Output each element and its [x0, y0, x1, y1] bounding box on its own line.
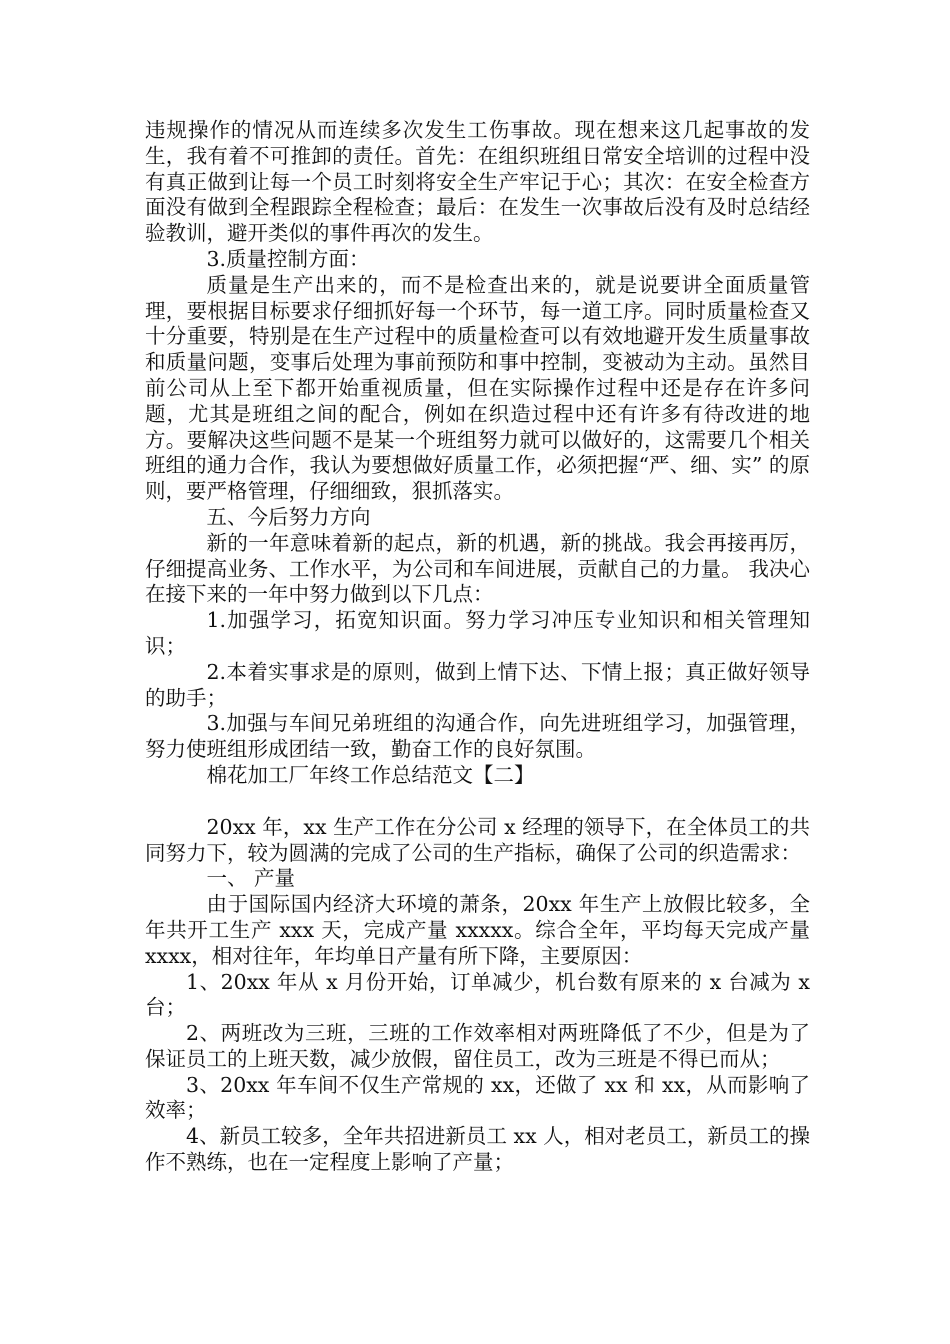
section-title-example-two: 棉花加工厂年终工作总结范文【二】	[206, 762, 535, 787]
list-item-products: 3、20xx 年车间不仅生产常规的 xx，还做了 xx 和 xx，从而影响了效率；	[145, 1072, 810, 1123]
paragraph-output-summary: 由于国际国内经济大环境的萧条，20xx 年生产上放假比较多，全年共开工生产 xxx 天，完成产量 xxxxx。综合全年，平均每天完成产量 xxxx，相对往年，年均单日产量有所下降，主要原因：	[145, 892, 810, 968]
document-page	[145, 118, 810, 1176]
paragraph-intro-production: 20xx 年，xx 生产工作在分公司 x 经理的领导下，在全体员工的共同努力下，较为圆满的完成了公司的生产指标，确保了公司的织造需求：	[145, 814, 810, 865]
blank-line	[145, 789, 810, 815]
heading-output: 一、 产量	[206, 866, 296, 891]
list-item-cooperation: 3.加强与车间兄弟班组的沟通合作，向先进班组学习，加强管理，努力使班组形成团结一致，勤奋工作的良好氛围。	[145, 711, 810, 762]
list-item-learning: 1.加强学习，拓宽知识面。努力学习冲压专业知识和相关管理知识；	[145, 608, 810, 658]
list-item-reporting: 2.本着实事求是的原则，做到上情下达、下情上报；真正做好领导的助手；	[145, 659, 810, 710]
heading-quality-control: 3.质量控制方面：	[206, 246, 370, 271]
paragraph-new-year: 新的一年意味着新的起点，新的机遇，新的挑战。我会再接再厉，仔细提高业务、工作水平，为公司和车间进展，贡献自己的力量。 我决心在接下来的一年中努力做到以下几点：	[145, 530, 810, 607]
list-item-orders: 1、20xx 年从 x 月份开始，订单减少，机台数有原来的 x 台减为 x 台；	[145, 969, 810, 1020]
paragraph-safety-responsibility: 违规操作的情况从而连续多次发生工伤事故。现在想来这几起事故的发生，我有着不可推卸的责任。首先：在组织班组日常安全培训的过程中没有真正做到让每一个员工时刻将安全生产牢记于心；其次：在安全检查方面没有做到全程跟踪全程检查；最后：在发生一次事故后没有及时总结经验教训，避开类似的事件再次的发生。	[145, 118, 810, 246]
paragraph-quality-management: 质量是生产出来的，而不是检查出来的，就是说要讲全面质量管理，要根据目标要求仔细抓好每一个环节，每一道工序。同时质量检查又十分重要，特别是在生产过程中的质量检查可以有效地避开发生质量事故和质量问题，变事后处理为事前预防和事中控制，变被动为主动。虽然目前公司从上至下都开始重视质量，但在实际操作过程中还是存在许多问题，尤其是班组之间的配合，例如在织造过程中还有许多有待改进的地方。要解决这些问题不是某一个班组努力就可以做好的，这需要几个相关班组的通力合作，我认为要想做好质量工作，必须把握“严、细、实” 的原则，要严格管理，仔细细致，狠抓落实。	[145, 272, 810, 504]
list-item-shifts: 2、两班改为三班，三班的工作效率相对两班降低了不少，但是为了保证员工的上班天数，减少放假，留住员工，改为三班是不得已而从；	[145, 1021, 810, 1071]
list-item-new-staff: 4、新员工较多，全年共招进新员工 xx 人，相对老员工，新员工的操作不熟练，也在一定程度上影响了产量；	[145, 1124, 810, 1175]
heading-future-direction: 五、今后努力方向	[206, 504, 371, 529]
